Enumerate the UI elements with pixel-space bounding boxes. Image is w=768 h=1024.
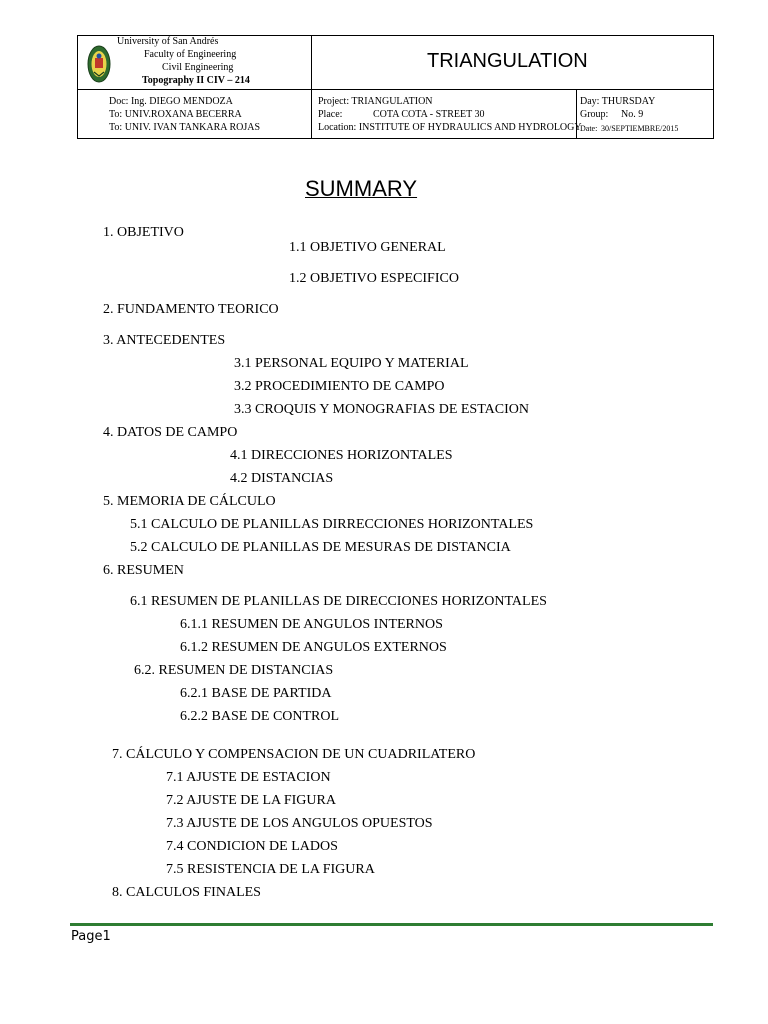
- toc-entry: 1.1 OBJETIVO GENERAL: [289, 240, 446, 255]
- toc-entry: 7.3 AJUSTE DE LOS ANGULOS OPUESTOS: [166, 816, 433, 831]
- group-value: No. 9: [621, 109, 644, 120]
- location-line: Location: INSTITUTE OF HYDRAULICS AND HYDROLOGY: [318, 122, 582, 133]
- footer-rule: [70, 923, 713, 926]
- to-line-1: To: UNIV.ROXANA BECERRA: [109, 109, 242, 120]
- toc-entry: 6.1.1 RESUMEN DE ANGULOS INTERNOS: [180, 617, 443, 632]
- summary-title: SUMMARY: [305, 176, 418, 201]
- place-value: COTA COTA - STREET 30: [373, 109, 485, 120]
- toc-entry: 7. CÁLCULO Y COMPENSACION DE UN CUADRILATERO: [112, 747, 476, 762]
- day-line: Day: THURSDAY: [580, 96, 656, 107]
- date-value: 30/SEPTIEMBRE/2015: [601, 124, 679, 133]
- project-line: Project: TRIANGULATION: [318, 96, 433, 107]
- date-label: Date:: [580, 124, 598, 133]
- doc-line: Doc: Ing. DIEGO MENDOZA: [109, 96, 233, 107]
- toc-entry: 4.1 DIRECCIONES HORIZONTALES: [230, 448, 453, 463]
- header-title: TRIANGULATION: [427, 50, 588, 72]
- toc-entry: 6.2.2 BASE DE CONTROL: [180, 709, 340, 724]
- toc-entry: 5.2 CALCULO DE PLANILLAS DE MESURAS DE DISTANCIA: [130, 540, 511, 555]
- toc-entry: 5. MEMORIA DE CÁLCULO: [103, 494, 276, 509]
- toc-entry: 3.1 PERSONAL EQUIPO Y MATERIAL: [234, 356, 469, 371]
- university-seal-icon: [87, 45, 111, 83]
- toc-entry: 1.2 OBJETIVO ESPECIFICO: [289, 271, 459, 286]
- toc-entry: 7.4 CONDICION DE LADOS: [166, 839, 338, 854]
- place-label: Place:: [318, 109, 343, 120]
- toc-entry: 6.1 RESUMEN DE PLANILLAS DE DIRECCIONES HORIZONTALES: [130, 594, 547, 609]
- toc-entry: 7.2 AJUSTE DE LA FIGURA: [166, 793, 336, 808]
- toc-entry: 3.2 PROCEDIMIENTO DE CAMPO: [234, 379, 445, 394]
- page-number: Page1: [71, 929, 111, 944]
- faculty-name: Faculty of Engineering: [144, 49, 237, 60]
- toc-entry: 6.2. RESUMEN DE DISTANCIAS: [134, 663, 334, 678]
- divider: [78, 89, 713, 90]
- toc-entry: 3.3 CROQUIS Y MONOGRAFIAS DE ESTACION: [234, 402, 529, 417]
- toc-entry: 4. DATOS DE CAMPO: [103, 425, 238, 440]
- divider: [311, 36, 312, 138]
- toc-entry: 7.1 AJUSTE DE ESTACION: [166, 770, 331, 785]
- toc-entry: 1. OBJETIVO: [103, 225, 184, 240]
- toc-entry: 6.2.1 BASE DE PARTIDA: [180, 686, 332, 701]
- document-header: [77, 35, 714, 139]
- toc-entry: 7.5 RESISTENCIA DE LA FIGURA: [166, 862, 375, 877]
- toc-entry: 4.2 DISTANCIAS: [230, 471, 334, 486]
- toc-entry: 8. CALCULOS FINALES: [112, 885, 261, 900]
- toc-entry: 2. FUNDAMENTO TEORICO: [103, 302, 279, 317]
- department-name: Civil Engineering: [162, 62, 234, 73]
- to-line-2: To: UNIV. IVAN TANKARA ROJAS: [109, 122, 261, 133]
- group-label: Group:: [580, 109, 609, 120]
- toc-entry: 6. RESUMEN: [103, 563, 184, 578]
- toc-entry: 3. ANTECEDENTES: [103, 333, 226, 348]
- university-name: University of San Andrés: [117, 36, 219, 47]
- toc-entry: 5.1 CALCULO DE PLANILLAS DIRRECCIONES HORIZONTALES: [130, 517, 534, 532]
- toc-entry: 6.1.2 RESUMEN DE ANGULOS EXTERNOS: [180, 640, 447, 655]
- course-code: Topography II CIV – 214: [142, 75, 250, 86]
